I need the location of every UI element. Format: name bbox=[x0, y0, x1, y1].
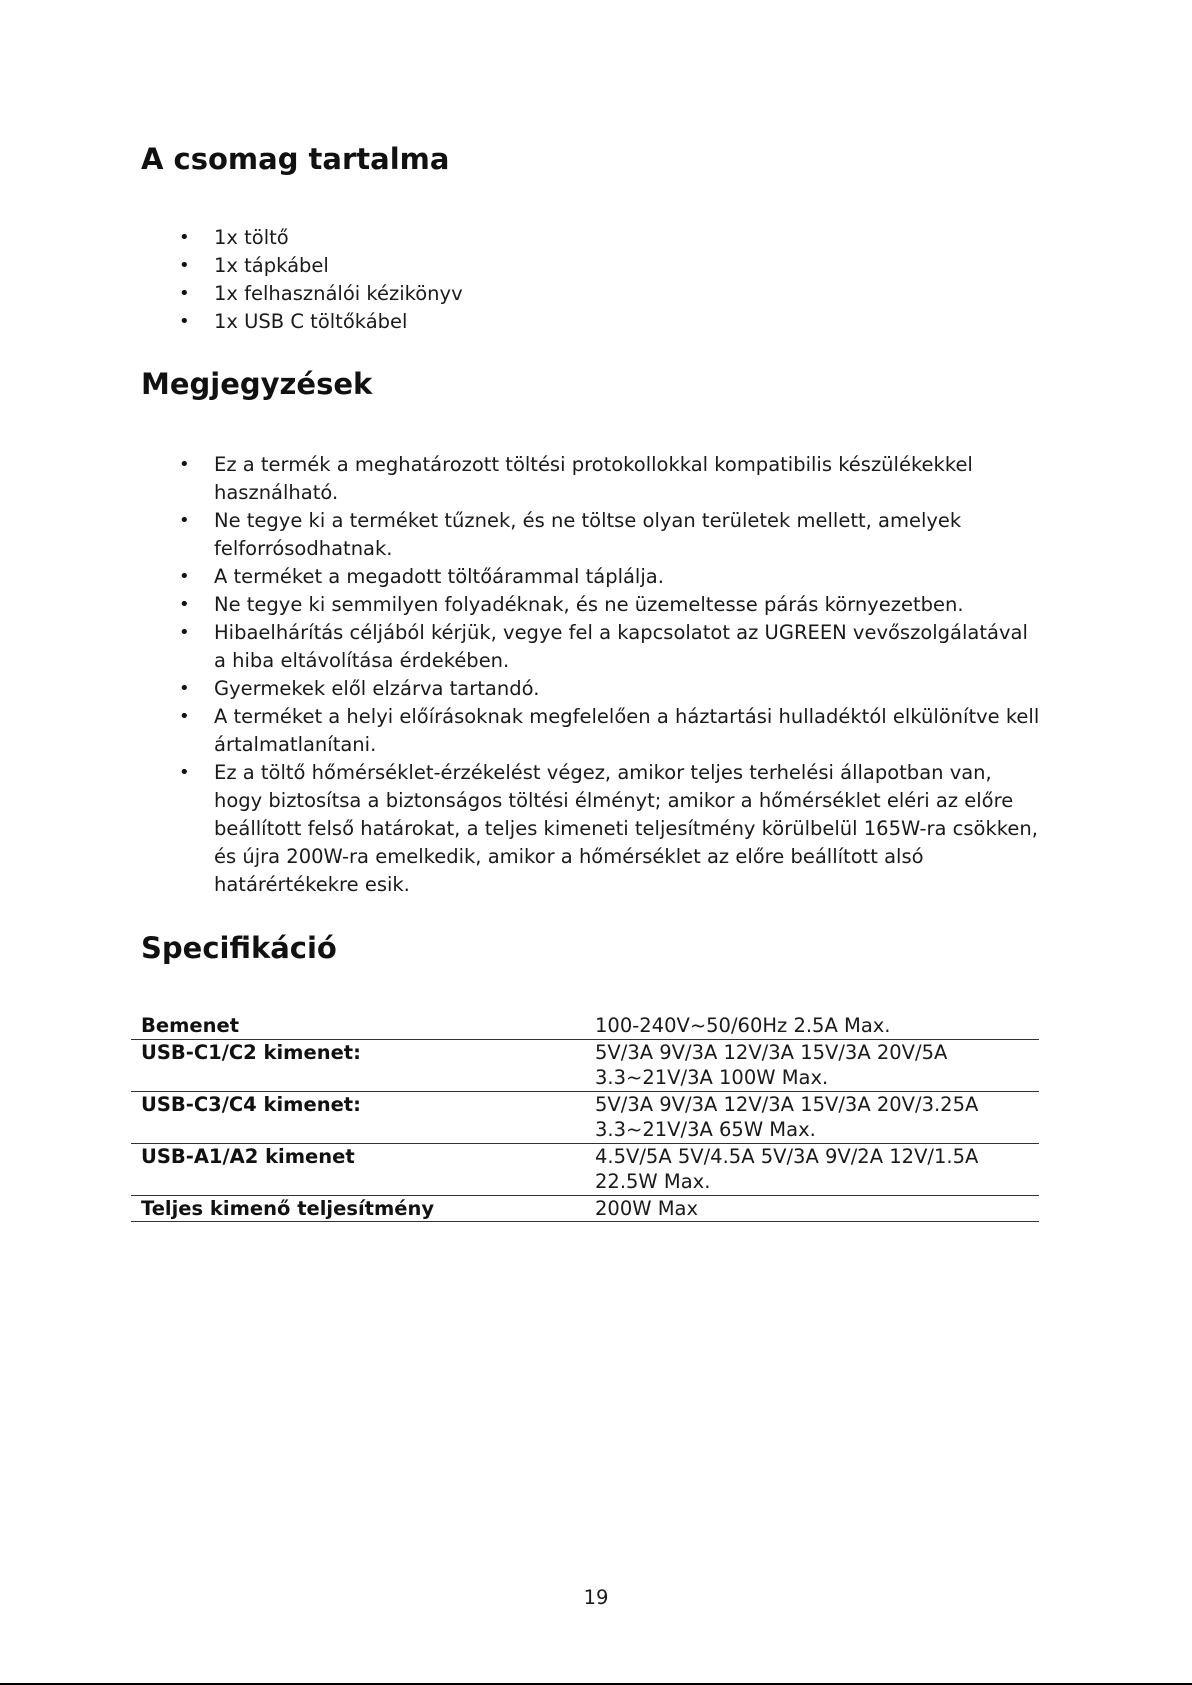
table-row bbox=[131, 1039, 1039, 1091]
list-item: • Hibaelhárítás céljából kérjük, vegye fel a kapcsolatot az UGREEN vevőszolgálatával a hiba eltávolítása érdekében. bbox=[141, 619, 1041, 675]
list-item: • 1x tápkábel bbox=[141, 252, 1041, 280]
specification-heading: Specifikáció bbox=[141, 931, 337, 965]
spec-label: Bemenet bbox=[131, 1013, 585, 1039]
specification-table bbox=[131, 1013, 1039, 1222]
list-item: • A terméket a helyi előírásoknak megfelelően a háztartási hulladéktól elkülönítve kell ártalmatlanítani. bbox=[141, 703, 1041, 759]
list-item: • Gyermekek elől elzárva tartandó. bbox=[141, 675, 1041, 703]
spec-value bbox=[585, 1195, 1039, 1222]
spec-value-line: 5V/3A 9V/3A 12V/3A 15V/3A 20V/3.25A bbox=[595, 1092, 979, 1116]
list-item: • Ez a töltő hőmérséklet-érzékelést végez, amikor teljes terhelési állapotban van, hogy biztosítsa a biztonságos töltési élményt; amikor a hőmérséklet eléri az előre beállított felső határokat, a teljes kimeneti teljesítmény körülbelül 165W-ra csökken, és újra 200W-ra emelkedik, amikor a hőmérséklet az előre beállított alsó határértékekre esik. bbox=[141, 759, 1041, 899]
spec-value-line: 22.5W Max. bbox=[595, 1170, 711, 1193]
spec-label: Teljes kimenő teljesítmény bbox=[131, 1195, 585, 1222]
spec-value-line: 100-240V~50/60Hz 2.5A Max. bbox=[595, 1014, 891, 1037]
spec-value bbox=[585, 1013, 1039, 1039]
spec-label: USB-A1/A2 kimenet bbox=[131, 1143, 585, 1195]
spec-label: USB-C3/C4 kimenet: bbox=[131, 1091, 585, 1143]
spec-value-line: 200W Max bbox=[595, 1196, 699, 1220]
spec-value bbox=[585, 1091, 1039, 1143]
package-contents-heading: A csomag tartalma bbox=[141, 142, 450, 176]
table-row bbox=[131, 1013, 1039, 1039]
spec-label: USB-C1/C2 kimenet: bbox=[131, 1039, 585, 1091]
list-item: • 1x töltő bbox=[141, 224, 1041, 252]
notes-heading: Megjegyzések bbox=[141, 367, 373, 401]
list-item: • 1x USB C töltőkábel bbox=[141, 308, 1041, 336]
spec-value bbox=[585, 1039, 1039, 1091]
table-row bbox=[131, 1195, 1039, 1222]
spec-value-line: 5V/3A 9V/3A 12V/3A 15V/3A 20V/5A bbox=[595, 1040, 948, 1064]
list-item: • Ne tegye ki semmilyen folyadéknak, és ne üzemeltesse párás környezetben. bbox=[141, 591, 1041, 619]
list-item: • Ez a termék a meghatározott töltési protokollokkal kompatibilis készülékekkel használható. bbox=[141, 451, 1041, 507]
table-row bbox=[131, 1091, 1039, 1143]
list-item: • 1x felhasználói kézikönyv bbox=[141, 280, 1041, 308]
page-number: 19 bbox=[583, 1586, 609, 1609]
list-item: • Ne tegye ki a terméket tűznek, és ne töltse olyan területek mellett, amelyek felforrósodhatnak. bbox=[141, 507, 1041, 563]
notes-list bbox=[141, 451, 1041, 899]
table-row bbox=[131, 1143, 1039, 1195]
spec-value-line: 3.3~21V/3A 100W Max. bbox=[595, 1066, 829, 1089]
list-item: • A terméket a megadott töltőárammal táplálja. bbox=[141, 563, 1041, 591]
spec-value-line: 4.5V/5A 5V/4.5A 5V/3A 9V/2A 12V/1.5A bbox=[595, 1144, 979, 1168]
spec-value bbox=[585, 1143, 1039, 1195]
spec-value-line: 3.3~21V/3A 65W Max. bbox=[595, 1118, 816, 1141]
package-contents-list bbox=[141, 224, 1041, 336]
